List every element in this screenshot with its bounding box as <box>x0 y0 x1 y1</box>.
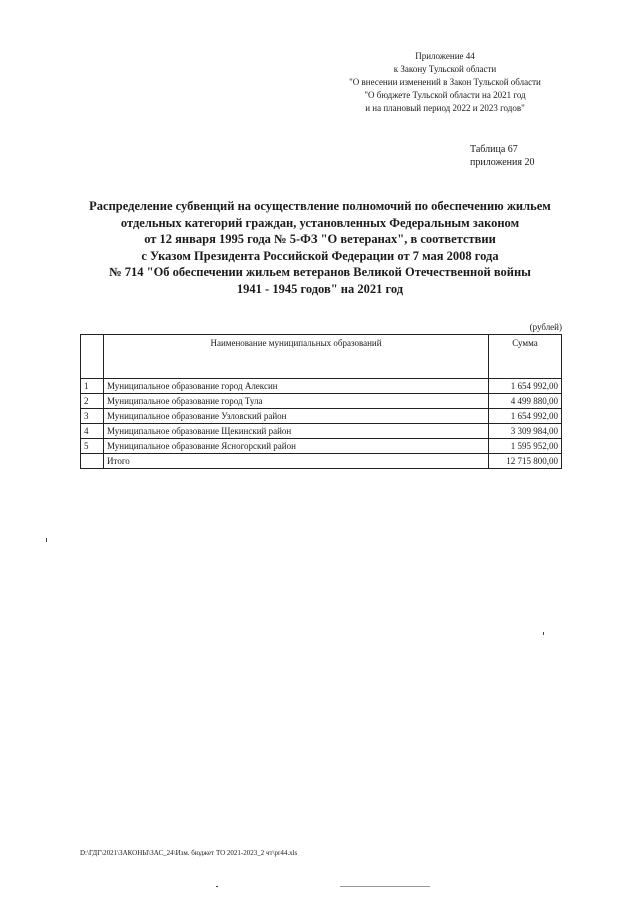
row-name: Муниципальное образование Щекинский район <box>104 424 489 439</box>
table-reference <box>470 143 570 169</box>
row-name: Муниципальное образование город Тула <box>104 394 489 409</box>
row-num: 5 <box>81 439 104 454</box>
row-sum: 3 309 984,00 <box>489 424 562 439</box>
annex-line-1: Приложение 44 <box>415 51 475 61</box>
scan-speck <box>340 886 430 887</box>
title-line-1: Распределение субвенций на осуществление полномочий по обеспечению жильем <box>89 199 551 213</box>
table-row <box>81 409 562 424</box>
table-row <box>81 439 562 454</box>
header-num <box>81 335 104 379</box>
row-num: 3 <box>81 409 104 424</box>
scan-speck <box>543 632 544 635</box>
total-sum: 12 715 800,00 <box>489 454 562 469</box>
row-name: Муниципальное образование Ясногорский район <box>104 439 489 454</box>
table-ref-line-2: приложения 20 <box>470 157 535 168</box>
scan-speck <box>46 538 47 542</box>
annex-line-5: и на плановый период 2022 и 2023 годов" <box>365 103 525 113</box>
row-sum: 4 499 880,00 <box>489 394 562 409</box>
file-path-footer: D:\ГДГ\2021\ЗАКОНЫ\ЗАС_24\Изм. бюджет ТО 2021-2023_2 чт\pr44.xls <box>80 849 298 857</box>
units-label: (рублей) <box>529 322 562 332</box>
scan-speck <box>216 886 218 887</box>
row-num: 2 <box>81 394 104 409</box>
header-sum: Сумма <box>489 335 562 379</box>
table-row <box>81 394 562 409</box>
row-sum: 1 654 992,00 <box>489 409 562 424</box>
row-num: 4 <box>81 424 104 439</box>
title-line-3: от 12 января 1995 года № 5-ФЗ "О ветеранах", в соответствии <box>144 232 496 246</box>
total-num <box>81 454 104 469</box>
title-line-2: отдельных категорий граждан, установленных Федеральным законом <box>120 215 520 230</box>
annex-line-4: "О бюджете Тульской области на 2021 год <box>364 90 526 100</box>
table-ref-line-1: Таблица 67 <box>470 144 518 155</box>
table-row <box>81 424 562 439</box>
row-name: Муниципальное образование город Алексин <box>104 379 489 394</box>
row-name: Муниципальное образование Узловский район <box>104 409 489 424</box>
table-header-row <box>81 335 562 379</box>
row-sum: 1 654 992,00 <box>489 379 562 394</box>
header-name: Наименование муниципальных образований <box>104 335 489 379</box>
title-line-5: № 714 "Об обеспечении жильем ветеранов Великой Отечественной войны <box>109 265 531 279</box>
document-title <box>60 198 580 297</box>
subsidy-table <box>80 334 562 469</box>
row-num: 1 <box>81 379 104 394</box>
table-row <box>81 379 562 394</box>
total-label: Итого <box>104 454 489 469</box>
table-total-row <box>81 454 562 469</box>
row-sum: 1 595 952,00 <box>489 439 562 454</box>
annex-header <box>330 50 560 115</box>
annex-line-3: "О внесении изменений в Закон Тульской области <box>349 77 541 87</box>
title-line-4: с Указом Президента Российской Федерации от 7 мая 2008 года <box>141 248 499 263</box>
title-line-6: 1941 - 1945 годов" на 2021 год <box>236 281 404 296</box>
annex-line-2: к Закону Тульской области <box>393 64 497 74</box>
